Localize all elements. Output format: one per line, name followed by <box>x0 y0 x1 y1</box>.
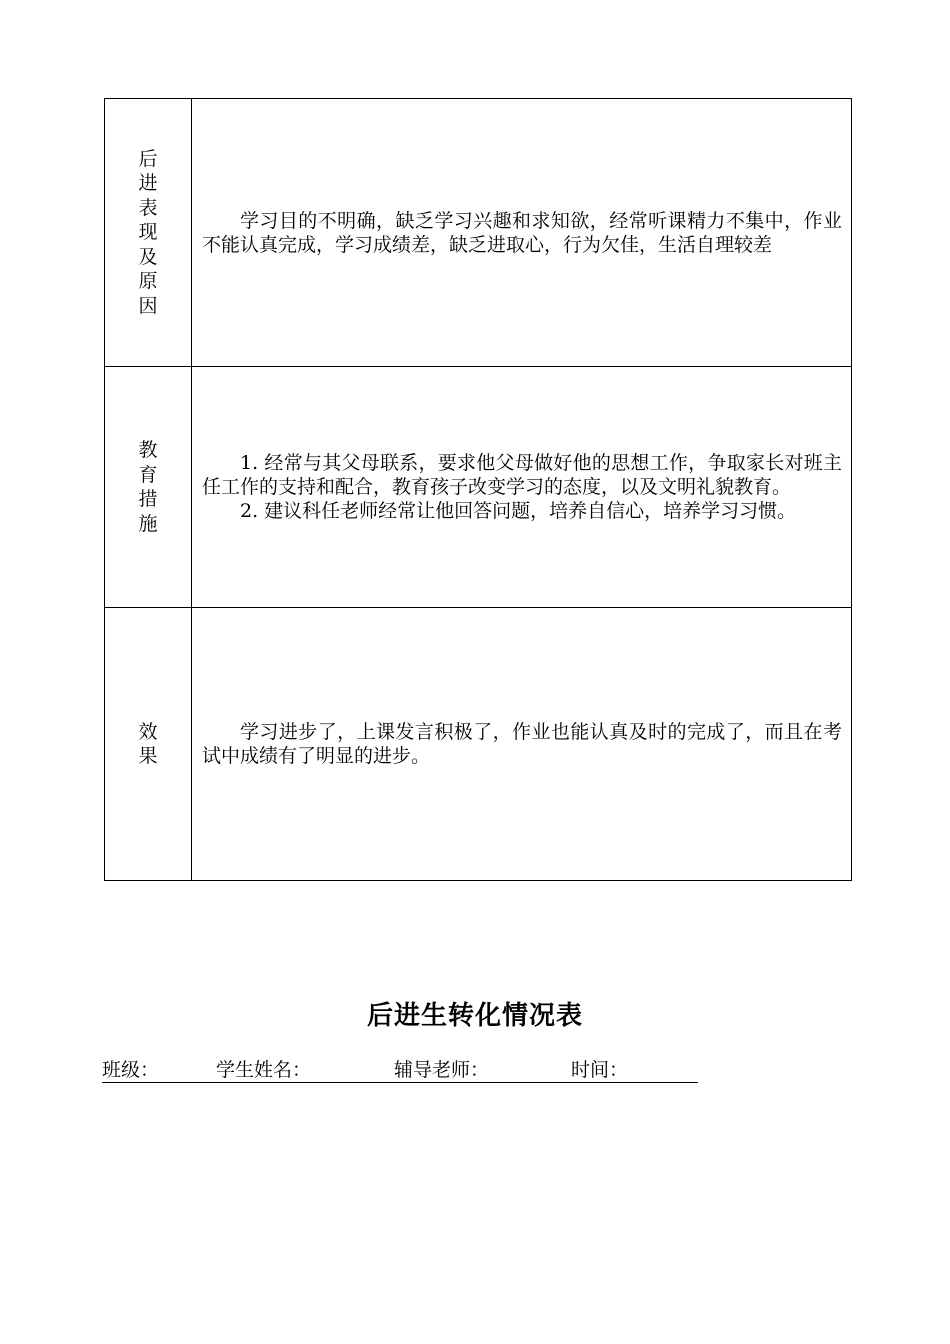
table-row-performance <box>105 99 852 367</box>
performance-paragraph: 学习目的不明确，缺乏学习兴趣和求知欲，经常听课精力不集中，作业不能认真完成，学习成绩差，缺乏进取心，行为欠佳，生活自理较差 <box>202 209 842 256</box>
row-content-performance <box>192 99 852 367</box>
form-title: 后进生转化情况表 <box>366 1001 583 1031</box>
form-meta-line <box>102 1058 698 1083</box>
table-row-measures <box>105 367 852 608</box>
table-row-effect <box>105 608 852 881</box>
row-content-measures <box>192 367 852 608</box>
row-label-cell <box>105 608 192 881</box>
row-label-cell <box>105 367 192 608</box>
effect-paragraph: 学习进步了，上课发言积极了，作业也能认真及时的完成了，而且在考试中成绩有了明显的进步。 <box>202 721 842 767</box>
row-label-cell <box>105 99 192 367</box>
measures-paragraph-1: 1. 经常与其父母联系，要求他父母做好他的思想工作，争取家长对班主任工作的支持和配合，教育孩子改变学习的态度，以及文明礼貌教育。 <box>202 452 842 498</box>
row-label-performance: 后进表现及原因 <box>138 147 158 317</box>
time-field-label: 时间： <box>571 1059 629 1081</box>
measures-paragraph-2: 2. 建议科任老师经常让他回答问题，培养自信心，培养学习习惯。 <box>240 500 797 522</box>
student-transformation-table <box>104 98 852 881</box>
student-name-field-label: 学生姓名： <box>216 1059 312 1081</box>
teacher-field-label: 辅导老师： <box>394 1059 490 1081</box>
row-label-measures: 教育措施 <box>138 439 158 535</box>
row-label-effect: 效果 <box>138 720 158 767</box>
row-content-effect <box>192 608 852 881</box>
class-field-label: 班级： <box>102 1059 160 1081</box>
